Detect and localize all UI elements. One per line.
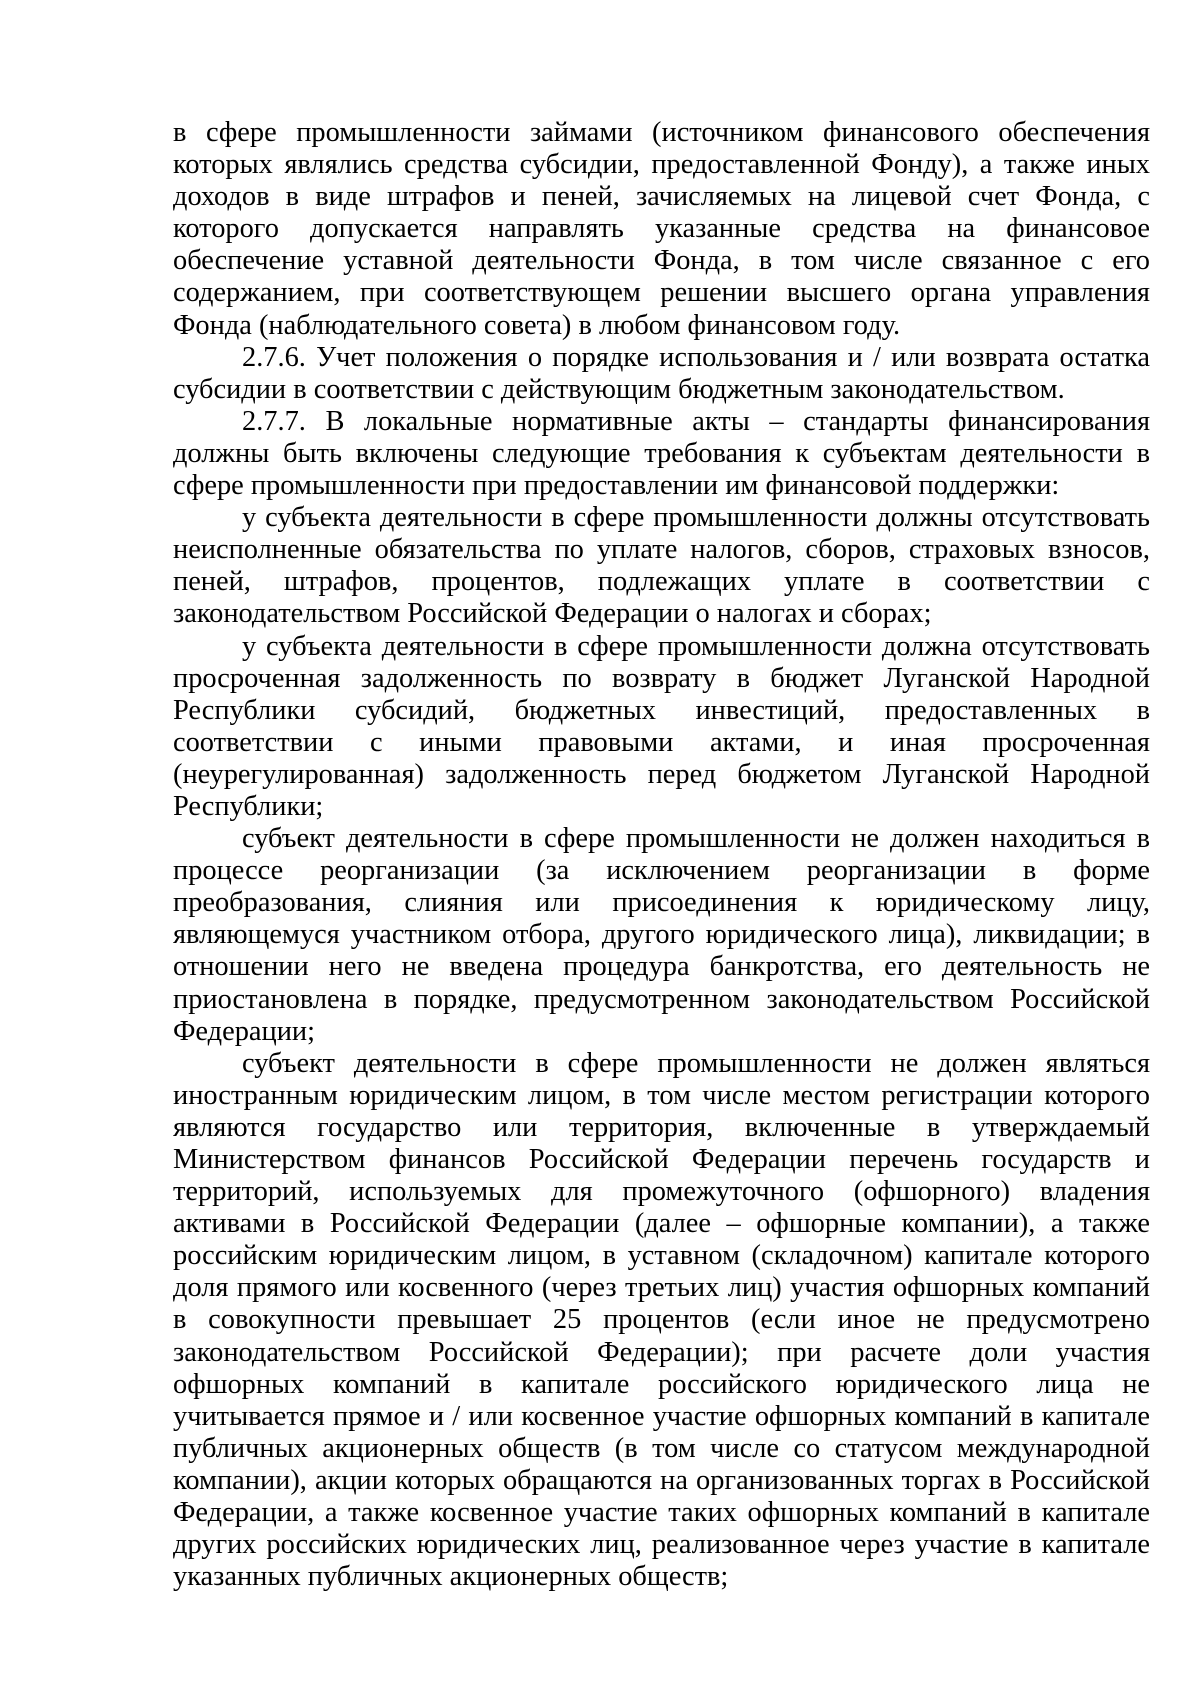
paragraph-2-7-7: 2.7.7. В локальные нормативные акты – стандарты финансирования должны быть включены следующие требования к субъектам деятельности в сфере промышленности при предоставлении им финансовой поддержки: [173,405,1150,502]
paragraph-2-7-6: 2.7.6. Учет положения о порядке использования и / или возврата остатка субсидии в соответствии с действующим бюджетным законодательством. [173,341,1150,405]
requirement-no-budget-debt: у субъекта деятельности в сфере промышленности должна отсутствовать просроченная задолженность по возврату в бюджет Луганской Народной Республики субсидий, бюджетных инвестиций, предоставленных в соответствии с иными правовыми актами, и иная просроченная (неурегулированная) задолженность перед бюджетом Луганской Народной Республики; [173,630,1150,822]
requirement-no-tax-debt: у субъекта деятельности в сфере промышленности должны отсутствовать неисполненные обязательства по уплате налогов, сборов, страховых взносов, пеней, штрафов, процентов, подлежащих уплате в соответствии с законодательством Российской Федерации о налогах и сборах; [173,502,1150,630]
document-page [173,117,1150,1593]
requirement-no-reorganization: субъект деятельности в сфере промышленности не должен находиться в процессе реорганизации (за исключением реорганизации в форме преобразования, слияния или присоединения к юридическому лицу, являющемуся участником отбора, другого юридического лица), ликвидации; в отношении него не введена процедура банкротства, его деятельность не приостановлена в порядке, предусмотренном законодательством Российской Федерации; [173,823,1150,1047]
paragraph-continuation-fund-income: в сфере промышленности займами (источником финансового обеспечения которых являлись средства субсидии, предоставленной Фонду), а также иных доходов в виде штрафов и пеней, зачисляемых на лицевой счет Фонда, с которого допускается направлять указанные средства на финансовое обеспечение уставной деятельности Фонда, в том числе связанное с его содержанием, при соответствующем решении высшего органа управления Фонда (наблюдательного совета) в любом финансовом году. [173,117,1150,341]
requirement-not-offshore: субъект деятельности в сфере промышленности не должен являться иностранным юридическим лицом, в том числе местом регистрации которого являются государство или территория, включенные в утверждаемый Министерством финансов Российской Федерации перечень государств и территорий, используемых для промежуточного (офшорного) владения активами в Российской Федерации (далее – офшорные компании), а также российским юридическим лицом, в уставном (складочном) капитале которого доля прямого или косвенного (через третьих лиц) участия офшорных компаний в совокупности превышает 25 процентов (если иное не предусмотрено законодательством Российской Федерации); при расчете доли участия офшорных компаний в капитале российского юридического лица не учитывается прямое и / или косвенное участие офшорных компаний в капитале публичных акционерных обществ (в том числе со статусом международной компании), акции которых обращаются на организованных торгах в Российской Федерации, а также косвенное участие таких офшорных компаний в капитале других российских юридических лиц, реализованное через участие в капитале указанных публичных акционерных обществ; [173,1047,1150,1593]
